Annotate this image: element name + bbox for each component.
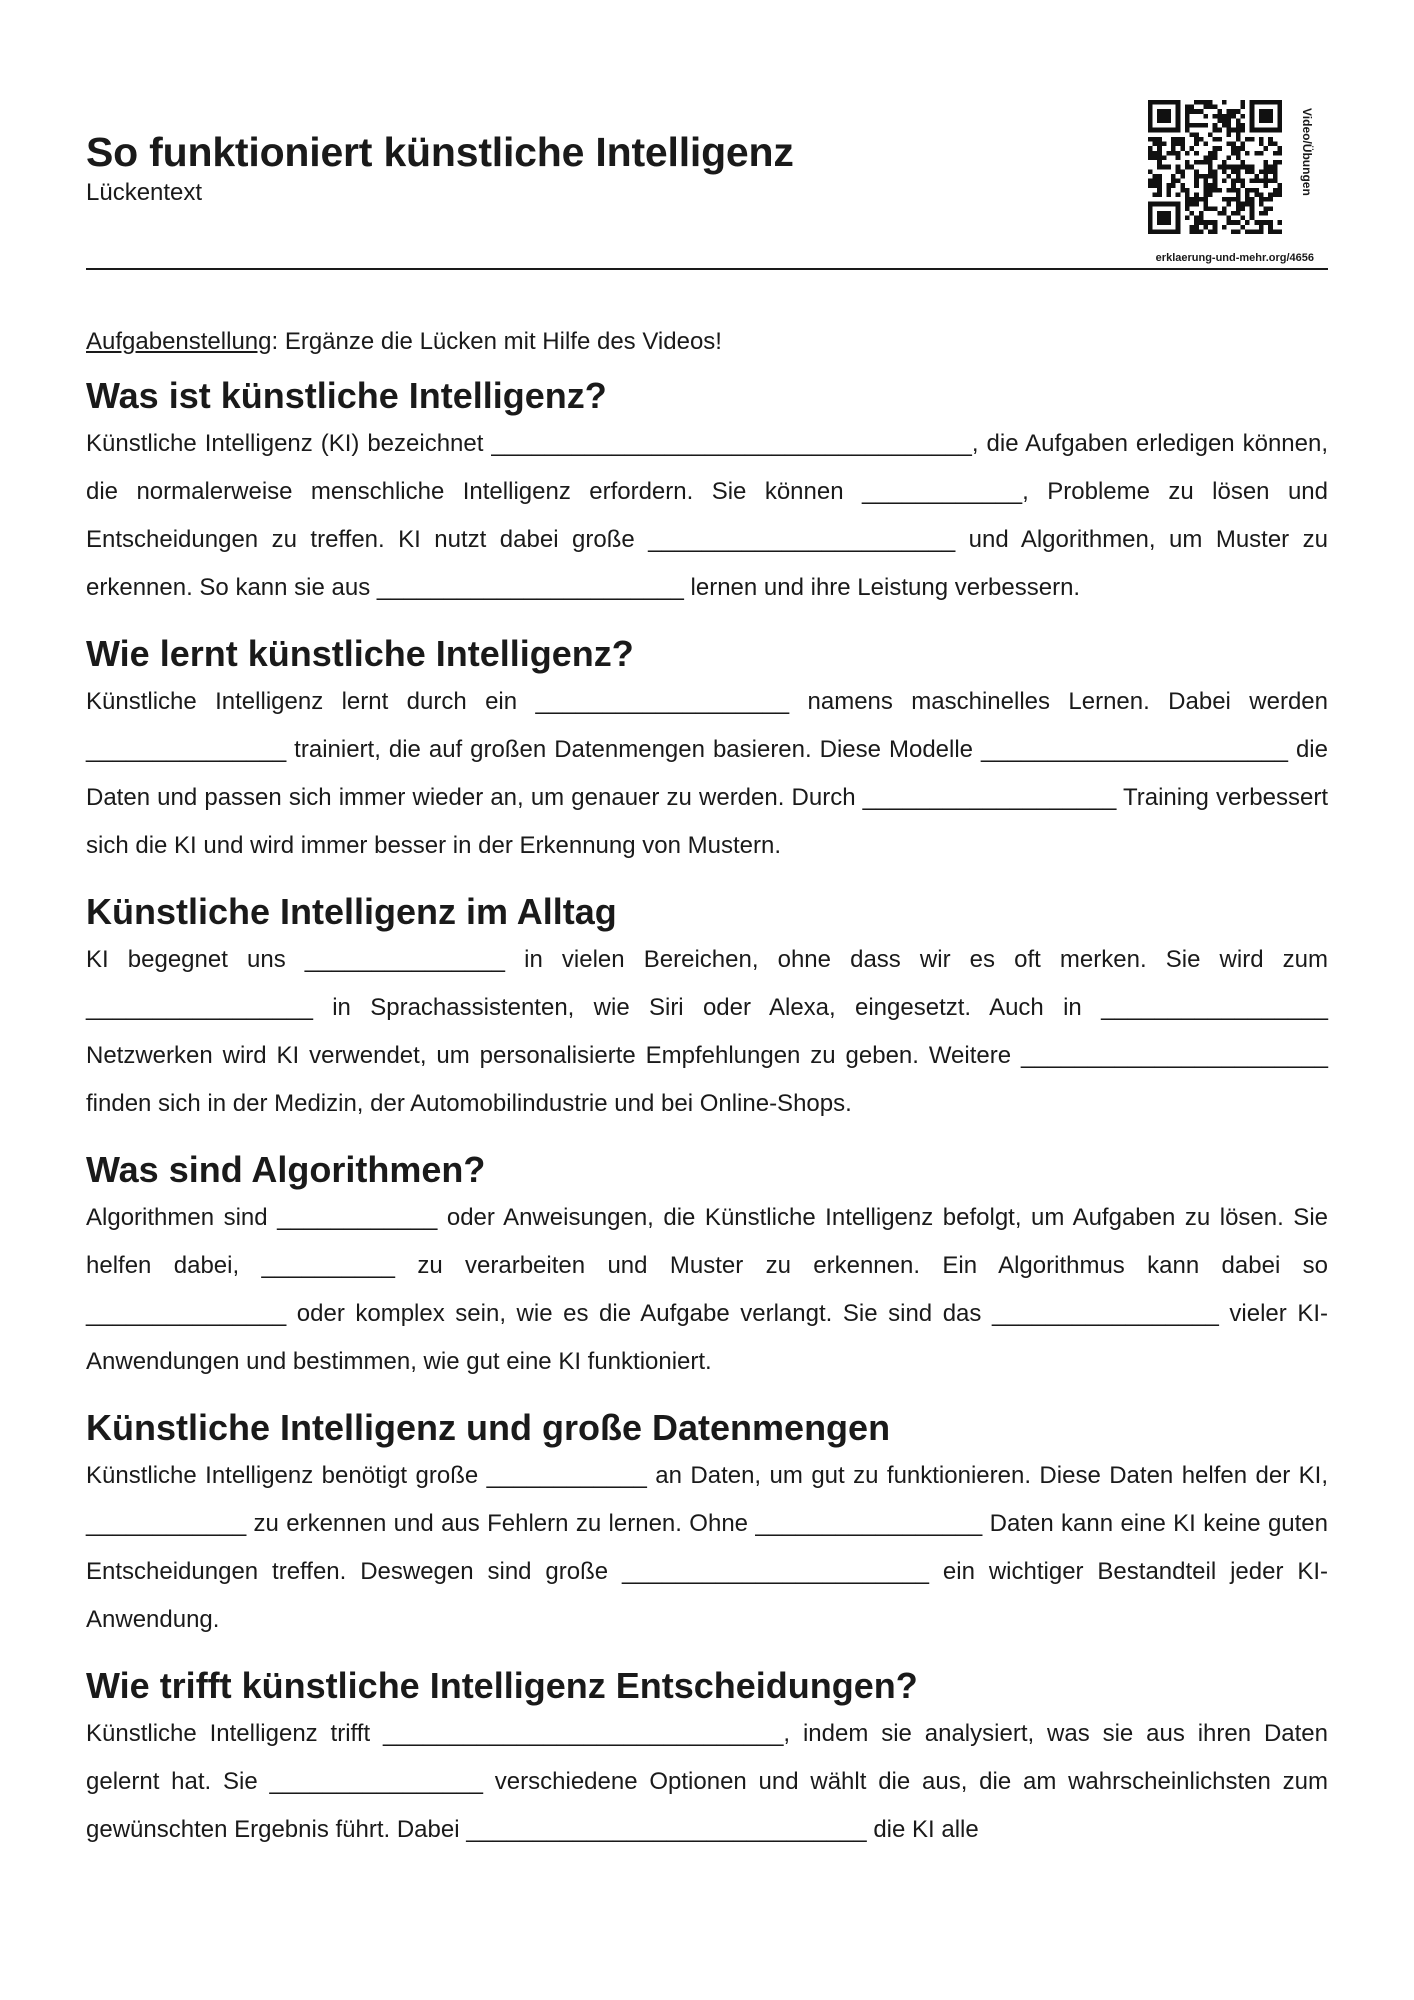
section-title: Künstliche Intelligenz und große Datenmengen	[86, 1407, 891, 1448]
section-title: Was sind Algorithmen?	[86, 1149, 486, 1190]
content	[86, 318, 1328, 1872]
section-text: Künstliche Intelligenz benötigt große ____________ an Daten, um gut zu funktionieren. Diese Daten helfen der KI, ____________ zu erkennen und aus Fehlern zu lernen. Ohne _________________ Daten kann eine KI keine guten Entscheidungen treffen. Deswegen sind große _______________________ ein wichtiger Bestandteil jeder KI-Anwendung.	[86, 1462, 1328, 1633]
header	[86, 130, 1086, 207]
qr-side-label: Video/Übungen	[1300, 108, 1314, 196]
section-text: Künstliche Intelligenz lernt durch ein ___________________ namens maschinelles Lernen. Dabei werden _______________ trainiert, die auf großen Datenmengen basieren. Diese Modelle _______________________ die Daten und passen sich immer wieder an, um genauer zu werden. Durch ___________________ Training verbessert sich die KI und wird immer besser in der Erkennung von Mustern.	[86, 688, 1328, 859]
section-text: Algorithmen sind ____________ oder Anweisungen, die Künstliche Intelligenz befolgt, um Aufgaben zu lösen. Sie helfen dabei, __________ zu verarbeiten und Muster zu erkennen. Ein Algorithmus kann dabei so _______________ oder komplex sein, wie es die Aufgabe verlangt. Sie sind das _________________ vieler KI-Anwendungen und bestimmen, wie gut eine KI funktioniert.	[86, 1204, 1328, 1375]
source-url[interactable]: erklaerung-und-mehr.org/4656	[1155, 252, 1314, 264]
task-text: : Ergänze die Lücken mit Hilfe des Videos!	[271, 328, 722, 355]
section-title: Wie lernt künstliche Intelligenz?	[86, 633, 634, 674]
qr-code-icon[interactable]	[1148, 100, 1282, 234]
section-6	[86, 1662, 1328, 1854]
task-label: Aufgabenstellung	[86, 328, 272, 355]
section-1	[86, 372, 1328, 612]
header-divider	[86, 268, 1328, 270]
section-2	[86, 630, 1328, 870]
section-title: Wie trifft künstliche Intelligenz Entscheidungen?	[86, 1665, 918, 1706]
section-text: KI begegnet uns _______________ in vielen Bereichen, ohne dass wir es oft merken. Sie wird zum _________________ in Sprachassistenten, wie Siri oder Alexa, eingesetzt. Auch in _________________ Netzwerken wird KI verwendet, um personalisierte Empfehlungen zu geben. Weitere _______________________ finden sich in der Medizin, der Automobilindustrie und bei Online-Shops.	[86, 946, 1328, 1117]
section-3	[86, 888, 1328, 1128]
section-4	[86, 1146, 1328, 1386]
page-title: So funktioniert künstliche Intelligenz	[86, 129, 794, 175]
section-5	[86, 1404, 1328, 1644]
section-text: Künstliche Intelligenz (KI) bezeichnet ____________________________________, die Aufgaben erledigen können, die normalerweise menschliche Intelligenz erfordern. Sie können ____________, Probleme zu lösen und Entscheidungen zu treffen. KI nutzt dabei große _______________________ und Algorithmen, um Muster zu erkennen. So kann sie aus _______________________ lernen und ihre Leistung verbessern.	[86, 430, 1328, 601]
task-instruction	[86, 318, 1328, 366]
page-subtitle: Lückentext	[86, 179, 203, 207]
section-text: Künstliche Intelligenz trifft ______________________________, indem sie analysiert, was sie aus ihren Daten gelernt hat. Sie ________________ verschiedene Optionen und wählt die aus, die am wahrscheinlichsten zum gewünschten Ergebnis führt. Dabei ______________________________ die KI alle	[86, 1720, 1328, 1843]
section-title: Was ist künstliche Intelligenz?	[86, 375, 607, 416]
section-title: Künstliche Intelligenz im Alltag	[86, 891, 617, 932]
